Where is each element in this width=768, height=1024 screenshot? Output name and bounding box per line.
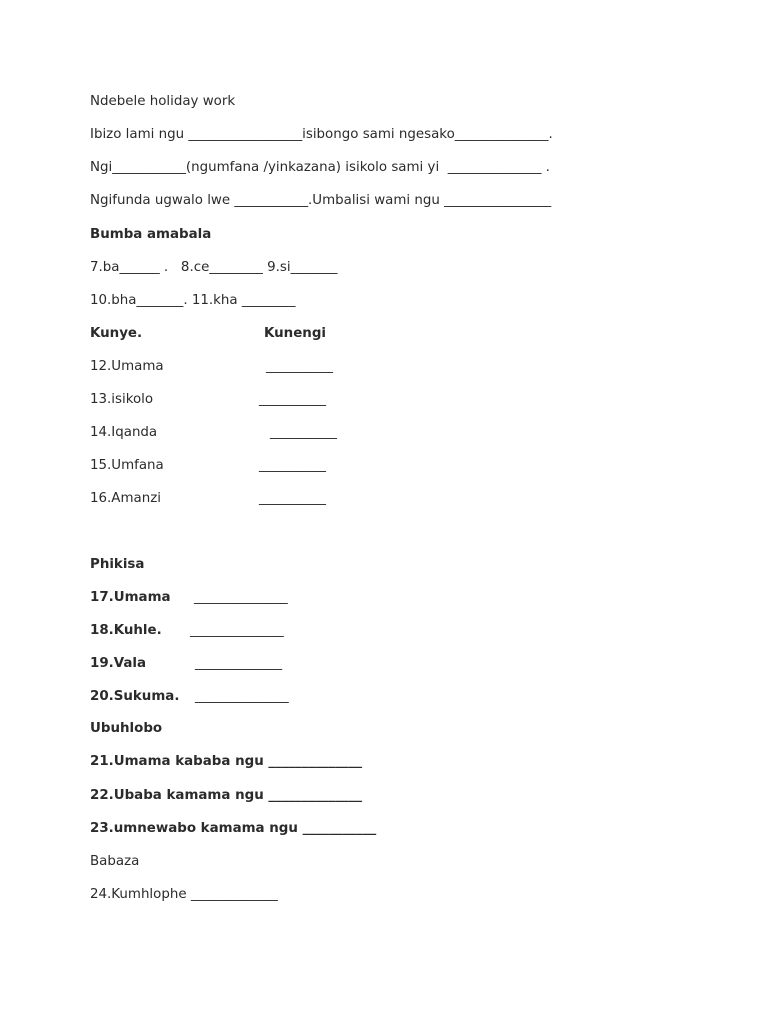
plural-item-left: 12.Umama <box>90 359 164 374</box>
phikisa-item-blank: _____________ <box>195 656 283 671</box>
phikisa-item-label: 17.Umama <box>90 590 171 605</box>
plural-item-left: 16.Amanzi <box>90 491 161 506</box>
babaza-item: 24.Kumhlophe _____________ <box>90 887 278 902</box>
phikisa-item-label: 18.Kuhle. <box>90 623 162 638</box>
plural-item-blank: __________ <box>259 392 326 407</box>
name-surname-line: Ibizo lami ngu _________________isibongo sami ngesako______________. <box>90 127 553 142</box>
phikisa-item-blank: ______________ <box>190 623 284 638</box>
plural-item-blank: __________ <box>266 359 333 374</box>
heading-kunengi: Kunengi <box>264 326 326 341</box>
plural-item-blank: __________ <box>259 491 326 506</box>
plural-item-left: 13.isikolo <box>90 392 154 407</box>
section-heading-bumba: Bumba amabala <box>90 227 212 242</box>
heading-kunye: Kunye. <box>90 326 143 341</box>
plural-item-left: 14.Iqanda <box>90 425 158 440</box>
bumba-row-1: 7.ba______ . 8.ce________ 9.si_______ <box>90 260 338 275</box>
bumba-row-2: 10.bha_______. 11.kha ________ <box>90 293 296 308</box>
book-author-line: Ngifunda ugwalo lwe ___________.Umbalisi wami ngu ________________ <box>90 193 552 208</box>
section-heading-ubuhlobo: Ubuhlobo <box>90 721 163 736</box>
plural-item-blank: __________ <box>270 425 337 440</box>
ubuhlobo-item: 23.umnewabo kamama ngu ___________ <box>90 821 377 836</box>
plural-item-blank: __________ <box>259 458 326 473</box>
phikisa-item-label: 20.Sukuma. <box>90 689 180 704</box>
phikisa-item-label: 19.Vala <box>90 656 147 671</box>
ubuhlobo-item: 21.Umama kababa ngu ______________ <box>90 754 363 769</box>
phikisa-item-blank: ______________ <box>194 590 288 605</box>
section-heading-babaza: Babaza <box>90 854 140 869</box>
phikisa-item-blank: ______________ <box>195 689 289 704</box>
section-heading-phikisa: Phikisa <box>90 557 145 572</box>
ubuhlobo-item: 22.Ubaba kamama ngu ______________ <box>90 788 363 803</box>
worksheet-title: Ndebele holiday work <box>90 94 236 109</box>
gender-school-line: Ngi___________(ngumfana /yinkazana) isikolo sami yi ______________ . <box>90 160 550 175</box>
plural-item-left: 15.Umfana <box>90 458 164 473</box>
